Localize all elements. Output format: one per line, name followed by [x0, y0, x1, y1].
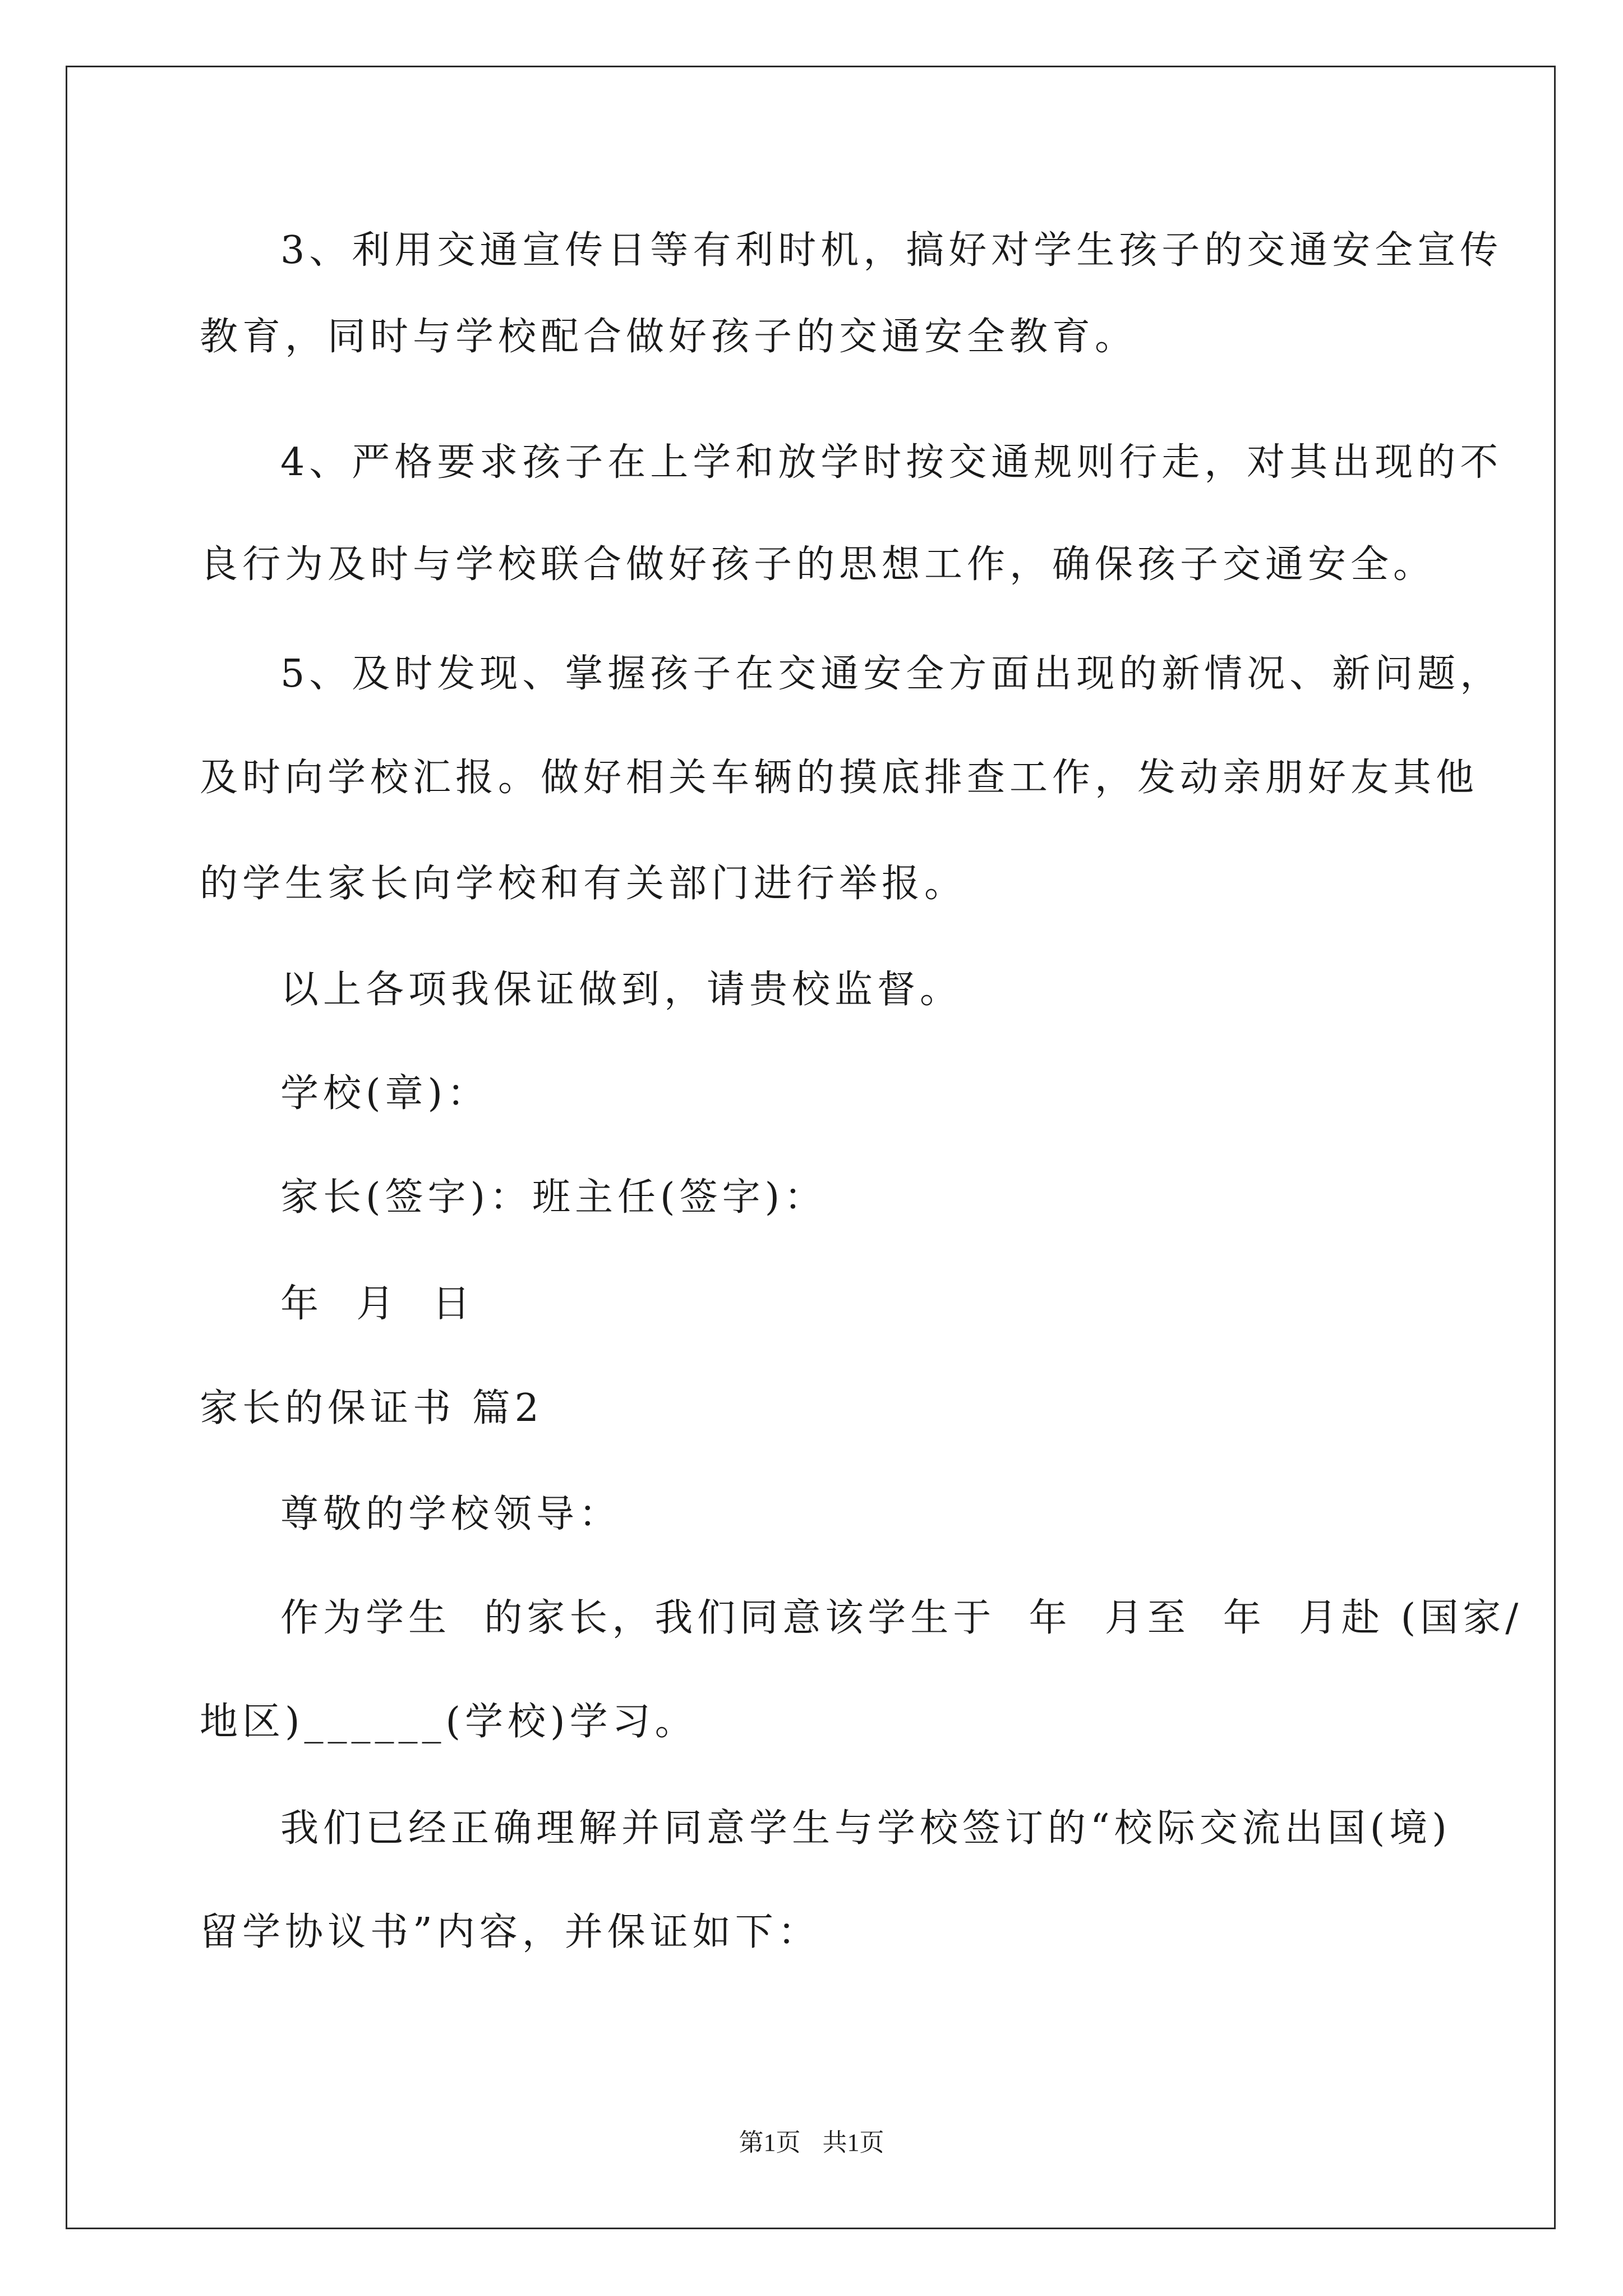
paragraph-4-line-2: 良行为及时与学校联合做好孩子的思想工作，确保孩子交通安全。 [200, 542, 1436, 587]
salutation: 尊敬的学校领导： [280, 1492, 622, 1536]
page-total: 共1页 [822, 2129, 884, 2156]
date-line: 年 月 日 [280, 1282, 475, 1326]
page-border [66, 66, 1556, 2229]
consent-line-2: 地区)______(学校)学习。 [200, 1700, 698, 1744]
guarantee-statement: 以上各项我保证做到，请贵校监督。 [280, 968, 963, 1012]
paragraph-5-line-3: 的学生家长向学校和有关部门进行举报。 [200, 862, 967, 906]
consent-line-1: 作为学生 的家长，我们同意该学生于 年 月至 年 月赴 (国家/ [280, 1596, 1523, 1640]
section-heading: 家长的保证书 篇2 [200, 1386, 543, 1430]
paragraph-5-line-1: 5、及时发现、掌握孩子在交通安全方面出现的新情况、新问题， [280, 652, 1503, 696]
signature-labels: 家长(签字)：班主任(签字)： [280, 1175, 827, 1220]
paragraph-3-line-2: 教育，同时与学校配合做好孩子的交通安全教育。 [200, 315, 1138, 359]
agreement-line-2: 留学协议书”内容，并保证如下： [200, 1910, 820, 1954]
page-number: 第1页 [739, 2129, 801, 2156]
page-footer [0, 2126, 1623, 2160]
paragraph-5-line-2: 及时向学校汇报。做好相关车辆的摸底排查工作，发动亲朋好友其他 [200, 756, 1479, 800]
paragraph-4-line-1: 4、严格要求孩子在上学和放学时按交通规则行走，对其出现的不 [280, 440, 1503, 485]
school-seal-label: 学校(章)： [280, 1071, 490, 1116]
paragraph-3-line-1: 3、利用交通宣传日等有利时机，搞好对学生孩子的交通安全宣传 [280, 228, 1503, 273]
agreement-line-1: 我们已经正确理解并同意学生与学校签订的“校际交流出国(境) [280, 1806, 1451, 1851]
